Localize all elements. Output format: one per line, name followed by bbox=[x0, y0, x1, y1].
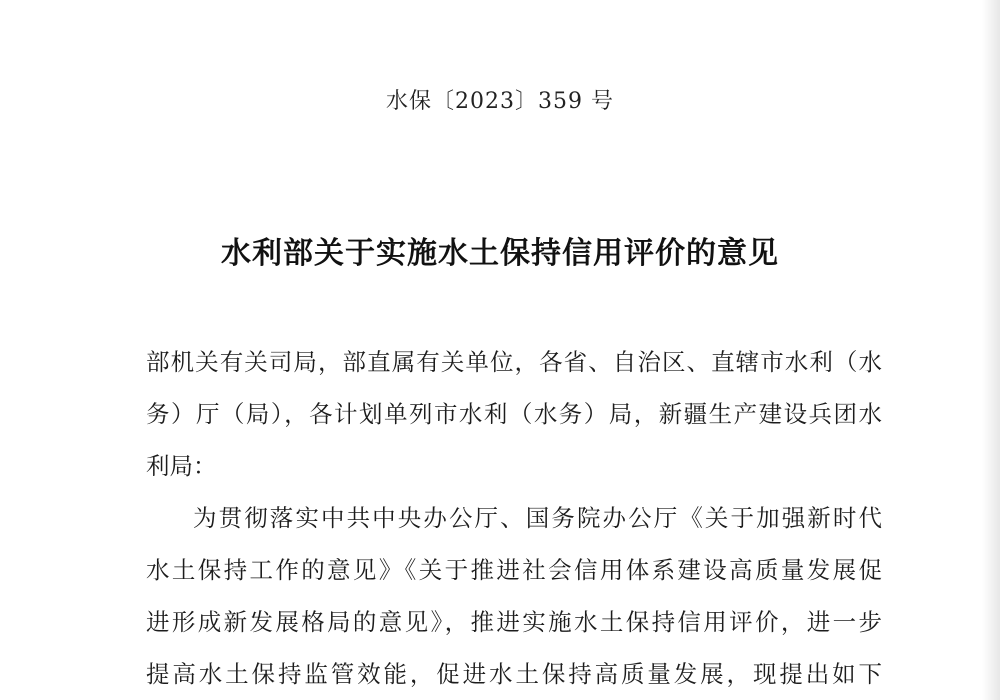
paragraph-line-4: 提高水土保持监管效能，促进水土保持高质量发展，现提出如下 bbox=[146, 660, 882, 688]
addressee-line-2: 务）厅（局），各计划单列市水利（水务）局，新疆生产建设兵团水 bbox=[146, 400, 882, 428]
document-body bbox=[146, 336, 882, 700]
addressee-line-1: 部机关有关司局，部直属有关单位，各省、自治区、直辖市水利（水 bbox=[146, 348, 882, 376]
addressee-line-3: 利局： bbox=[146, 452, 217, 480]
document-number: 水保〔2023〕359 号 bbox=[386, 89, 614, 114]
paragraph-line-2: 水土保持工作的意见》《关于推进社会信用体系建设高质量发展促 bbox=[146, 556, 882, 584]
paragraph-line-1: 为贯彻落实中共中央办公厅、国务院办公厅《关于加强新时代 bbox=[193, 504, 882, 532]
document-title: 水利部关于实施水土保持信用评价的意见 bbox=[221, 236, 779, 271]
paragraph-line-3: 进形成新发展格局的意见》，推进实施水土保持信用评价，进一步 bbox=[146, 608, 882, 636]
